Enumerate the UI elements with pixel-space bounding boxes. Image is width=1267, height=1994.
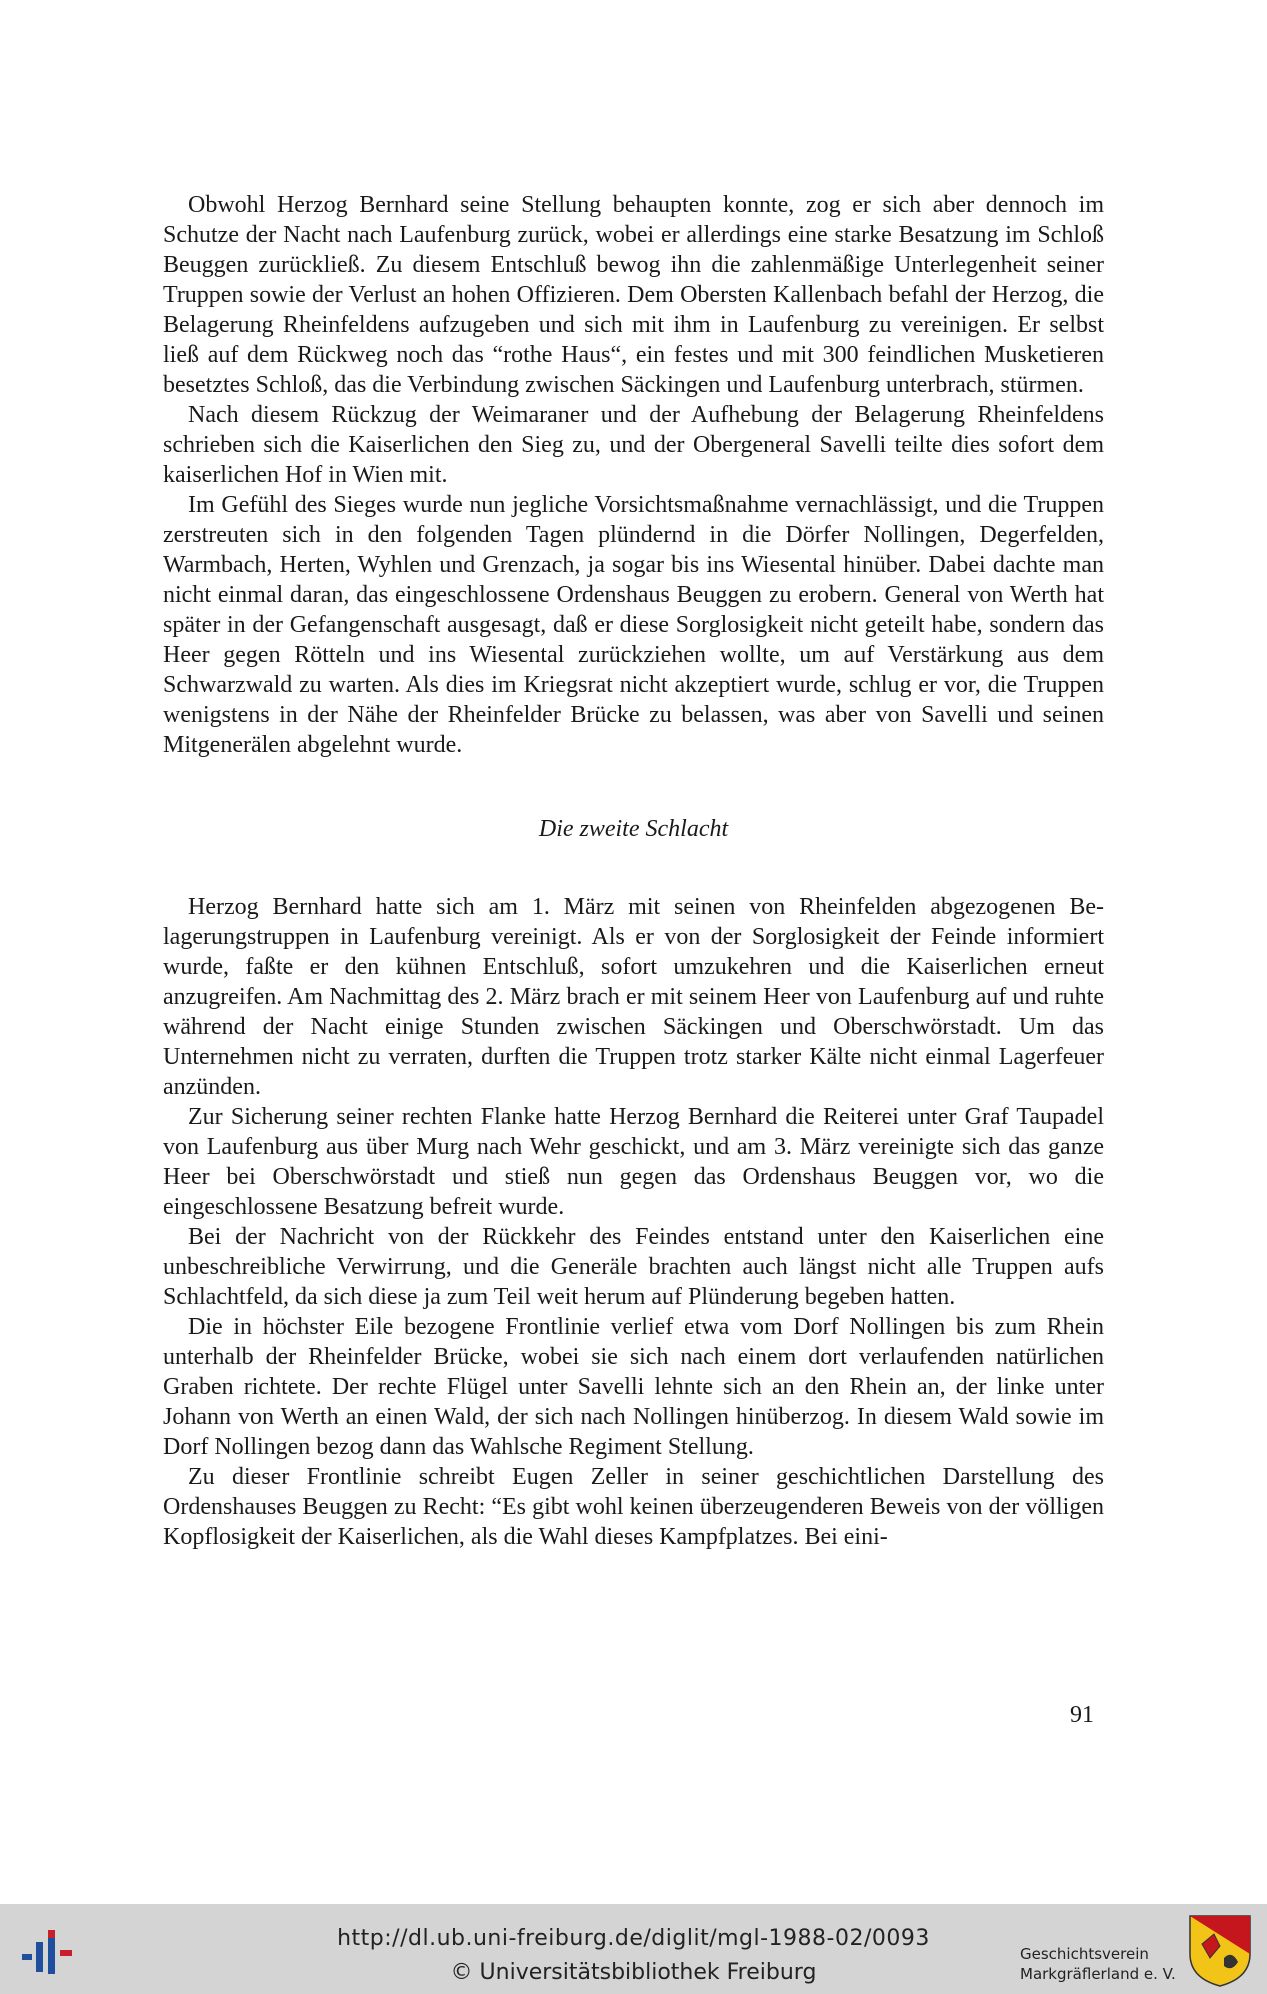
page-number: 91 (1070, 1702, 1094, 1728)
paragraph-6: Bei der Nachricht von der Rückkehr des Feindes entstand unter den Kaiserlichen eine unbeschreibliche Verwirrung, und die Generäle brachten auch längst nicht alle Truppen aufs Schlachtfeld, da sich diese ja zum Teil weit herum auf Plünderung begeben hatten. (163, 1224, 1104, 1310)
society-name-line2: Markgräflerland e. V. (1020, 1965, 1176, 1983)
society-name-line1: Geschichtsverein (1020, 1945, 1149, 1963)
page-content (163, 190, 1104, 1552)
paragraph-4: Herzog Bernhard hatte sich am 1. März mit seinen von Rheinfelden abgezogenen Belagerungstruppen in Laufenburg vereinigt. Als er von der Sorglosigkeit der Feinde informiert wurde, faßte er den kühnen Entschluß, sofort umzukehren und die Kaiserlichen erneut anzugreifen. Am Nachmittag des 2. März brach er mit seinem Heer von Laufenburg auf und ruhte während der Nacht einige Stunden zwischen Säckingen und Oberschwörstadt. Um das Unternehmen nicht zu verraten, durften die Truppen trotz starker Kälte nicht einmal Lagerfeuer anzünden. (163, 894, 1104, 1100)
footer-copyright: © Universitätsbibliothek Freiburg (450, 1960, 817, 1985)
paragraph-5: Zur Sicherung seiner rechten Flanke hatte Herzog Bernhard die Reiterei unter Graf Taupadel von Laufenburg aus über Murg nach Wehr geschickt, und am 3. März vereinigte sich das ganze Heer bei Oberschwörstadt und stieß nun gegen das Ordenshaus Beuggen vor, wo die eingeschlossene Besatzung befreit wurde. (163, 1104, 1104, 1220)
society-name (1020, 1944, 1176, 1984)
society-crest-icon[interactable] (1188, 1914, 1252, 1988)
paragraph-3: Im Gefühl des Sieges wurde nun jegliche Vorsichtsmaßnahme vernachlässigt, und die Truppen zerstreuten sich in den folgenden Tagen plündernd in die Dörfer Nollingen, Degerfelden, Warmbach, Herten, Wyhlen und Grenzach, ja sogar bis ins Wiesental hinüber. Dabei dachte man nicht einmal daran, das eingeschlossene Ordenshaus Beuggen zu erobern. General von Werth hat später in der Gefangenschaft ausgesagt, daß er diese Sorglosigkeit nicht geteilt habe, sondern das Heer gegen Rötteln und ins Wiesental zurückziehen wollte, um auf Verstärkung aus dem Schwarzwald zu warten. Als dies im Kriegsrat nicht akzeptiert wurde, schlug er vor, die Truppen wenigstens in der Nähe der Rheinfelder Brücke zu belassen, was aber von Savelli und seinen Mitgenerälen abgelehnt wurde. (163, 492, 1104, 758)
section-heading: Die zweite Schlacht (538, 816, 729, 842)
paragraph-1: Obwohl Herzog Bernhard seine Stellung behaupten konnte, zog er sich aber dennoch im Schutze der Nacht nach Laufenburg zurück, wobei er allerdings eine starke Besatzung im Schloß Beuggen zurückließ. Zu diesem Entschluß bewog ihn die zahlenmäßige Unterlegenheit seiner Truppen sowie der Verlust an hohen Offizieren. Dem Obersten Kallenbach befahl der Herzog, die Belagerung Rheinfeldens aufzugeben und sich mit ihm in Laufenburg zu vereinigen. Er selbst ließ auf dem Rückweg noch das “rothe Haus“, ein festes und mit 300 feindlichen Musketieren besetztes Schloß, das die Verbindung zwischen Säckingen und Laufenburg unterbrach, stürmen. (163, 192, 1104, 398)
footer-bar (0, 1904, 1267, 1994)
paragraph-7: Die in höchster Eile bezogene Frontlinie verlief etwa vom Dorf Nollingen bis zum Rhein unterhalb der Rheinfelder Brücke, wobei sie sich nach einem dort verlaufenden natürlichen Graben richtete. Der rechte Flügel unter Savelli lehnte sich an den Rhein an, der linke unter Johann von Werth an einen Wald, der sich nach Nollingen hinüberzog. In diesem Wald sowie im Dorf Nollingen bezog dann das Wahlsche Regiment Stellung. (163, 1314, 1104, 1460)
paragraph-8: Zu dieser Frontlinie schreibt Eugen Zeller in seiner geschichtlichen Darstellung des Ordenshauses Beuggen zu Recht: “Es gibt wohl keinen überzeugenderen Beweis von der völligen Kopflosigkeit der Kaiserlichen, als die Wahl dieses Kampfplatzes. Bei eini- (163, 1464, 1104, 1550)
footer-url-link[interactable]: http://dl.ub.uni-freiburg.de/diglit/mgl-1988-02/0093 (337, 1926, 930, 1951)
paragraph-2: Nach diesem Rückzug der Weimaraner und der Aufhebung der Belagerung Rheinfeldens schrieben sich die Kaiserlichen den Sieg zu, und der Obergeneral Savelli teilte dies sofort dem kaiserlichen Hof in Wien mit. (163, 402, 1104, 488)
